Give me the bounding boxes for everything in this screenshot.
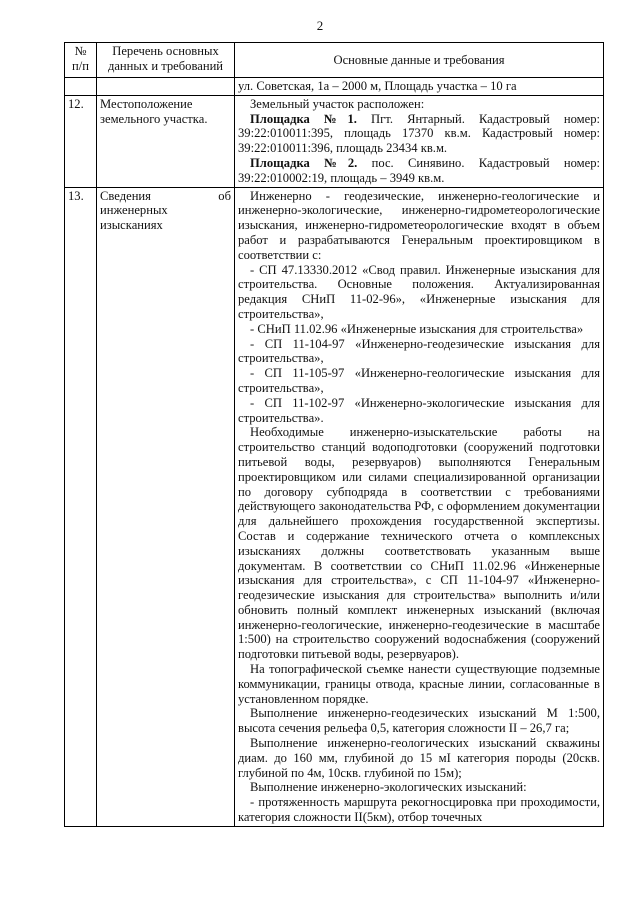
paragraph: Инженерно - геодезические, инженерно-геологические и инженерно-экологические, инженерно-гидрометеорологические изыскания, инженерно-гидрометеорологические входят в объем работ и разрабатываются Генеральным проектировщиком в соответствии с: <box>238 188 600 262</box>
paragraph: - СП 11-102-97 «Инженерно-экологические изыскания для строительства». <box>238 395 600 425</box>
paragraph: - СНиП 11.02.96 «Инженерные изыскания для строительства» <box>250 321 584 336</box>
row-content <box>235 187 604 826</box>
site-2-title: Площадка №2. <box>250 155 358 170</box>
paragraph: На топографической съемке нанести существующие подземные коммуникации, границы отвода, красные линии, согласованные в установленном порядке. <box>238 662 600 706</box>
row-label: Сведения об инженерных изысканиях <box>97 187 235 826</box>
continuation-row <box>65 78 604 96</box>
row-number: 12. <box>65 95 97 187</box>
site-2-text: пос. Синявино. Кадастровый номер: 39:22:010002:19, площадь – 3949 кв.м. <box>238 155 601 185</box>
paragraph: Необходимые инженерно-изыскательские работы на строительство станций водоподготовки (сооружений подготовки питьевой воды, резервуаров) выполняются Генеральным проектировщиком или силами специализированной организации по договору субподряда в соответствии с требованиями действующего законодательства РФ, с оформлением документации для дальнейшего прохождения государственной экспертизы. Состав и содержание технического отчета о комплексных изысканиях должны соответствовать указанным выше документам. В соответствии со СНиП 11.02.96 «Инженерные изыскания для строительства», с СП 11-104-97 «Инженерно-геодезические изыскания для строительства» выполнить и/или обновить полный комплект инженерных изысканий (включая инженерно-геологические, инженерно-геодезические в масштабе 1:500) на строительство сооружений водоснабжения (сооружений подготовки питьевой воды, резервуаров). <box>238 425 600 662</box>
site-1 <box>238 112 600 156</box>
site-1-title: Площадка №1. <box>250 111 357 126</box>
paragraph: - СП 11-104-97 «Инженерно-геодезические изыскания для строительства», <box>238 336 600 366</box>
header-data: Основные данные и требования <box>235 43 604 78</box>
row-content <box>235 95 604 187</box>
continuation-text: ул. Советская, 1а – 2000 м, Площадь участка – 10 га <box>235 78 604 96</box>
table-row-12 <box>65 95 604 187</box>
header-number: № п/п <box>65 43 97 78</box>
paragraph: Выполнение инженерно-геологических изысканий скважины диам. до 160 мм, глубиной до 15 мI категория породы (20скв. глубиной по 4м, 10скв. глубиной по 15м); <box>238 736 600 780</box>
paragraph: - СП 47.13330.2012 «Свод правил. Инженерные изыскания для строительства. Основные положения. Актуализированная редакция СНиП 11-02-96», «Инженерные изыскания для строительства», <box>238 262 600 321</box>
paragraph: Выполнение инженерно-экологических изысканий: <box>250 780 527 795</box>
requirements-table <box>64 42 604 827</box>
paragraph: - протяженность маршрута рекогносцировка при проходимости, категория сложности II(5км), отбор точечных <box>238 795 600 825</box>
header-list: Перечень основных данных и требований <box>97 43 235 78</box>
site-intro: Земельный участок расположен: <box>250 96 425 111</box>
row-label: Местоположение земельного участка. <box>97 95 235 187</box>
paragraph: Выполнение инженерно-геодезических изысканий М 1:500, высота сечения рельефа 0,5, категория сложности II – 26,7 га; <box>238 706 600 736</box>
row-number: 13. <box>65 187 97 826</box>
table-header-row <box>65 43 604 78</box>
site-1-text: Пгт. Янтарный. Кадастровый номер: 39:22:010011:395, площадь 17370 кв.м. Кадастровый номер: 39:22:010011:396, площадь 23434 кв.м. <box>238 111 600 156</box>
page-number: 2 <box>316 18 324 33</box>
table-row-13 <box>65 187 604 826</box>
site-2 <box>238 156 600 186</box>
paragraph: - СП 11-105-97 «Инженерно-геологические изыскания для строительства», <box>238 366 600 395</box>
